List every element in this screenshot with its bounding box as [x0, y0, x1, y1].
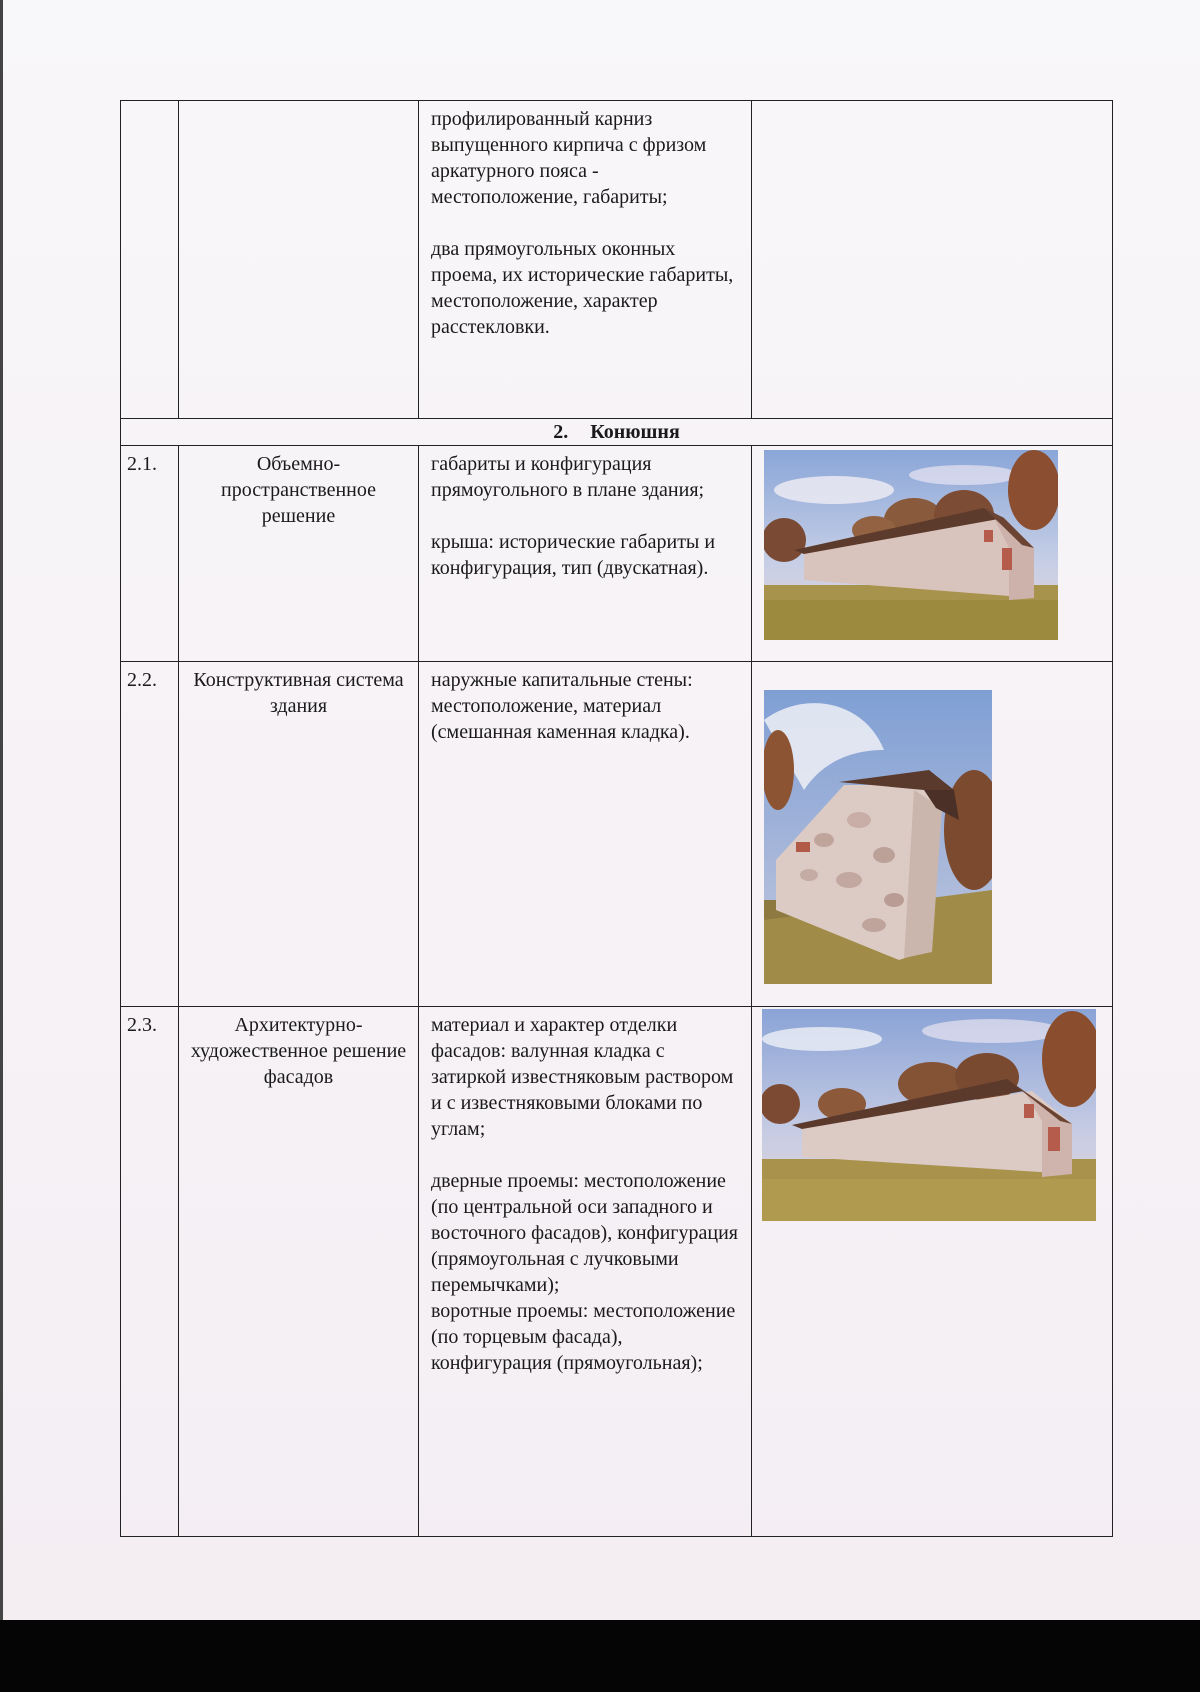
scan-bottom-band	[0, 1620, 1200, 1692]
row-number: 2.1.	[121, 446, 179, 662]
num-cell-empty	[121, 101, 179, 419]
row-name: Архитектурно-художественное решение фасадов	[179, 1007, 419, 1537]
table-row	[121, 1007, 1113, 1537]
desc-cell	[419, 101, 752, 419]
table-row	[121, 662, 1113, 1007]
photo-cell	[752, 1007, 1113, 1537]
desc-cell	[419, 1007, 752, 1537]
section-title: Конюшня	[590, 421, 680, 443]
desc-paragraph: материал и характер отделки фасадов: валунная кладка с затиркой известняковым раствором и с известняковыми блоками по углам;	[431, 1014, 734, 1140]
row-name: Конструктивная система здания	[179, 662, 419, 1007]
desc-paragraph: дверные проемы: местоположение (по центральной оси западного и восточного фасадов), конфигурация (прямоугольная с лучковыми перемычками);	[431, 1170, 738, 1296]
heritage-elements-table	[120, 100, 1113, 1537]
stable-photo-gable-wall	[764, 690, 992, 984]
desc-paragraph: два прямоугольных оконных проема, их исторические габариты, местоположение, характер расстекловки.	[431, 238, 734, 338]
section-header	[121, 419, 1113, 446]
desc-paragraph: крыша: исторические габариты и конфигурация, тип (двускатная).	[431, 531, 716, 579]
section-header-row	[121, 419, 1113, 446]
desc-cell	[419, 662, 752, 1007]
scan-edge	[0, 0, 3, 1620]
desc-paragraph: наружные капитальные стены: местоположение, материал (смешанная каменная кладка).	[431, 669, 693, 743]
desc-paragraph: воротные проемы: местоположение (по торцевым фасада), конфигурация (прямоугольная);	[431, 1300, 736, 1374]
desc-cell	[419, 446, 752, 662]
desc-paragraph: габариты и конфигурация прямоугольного в плане здания;	[431, 453, 705, 501]
table-row-continued	[121, 101, 1113, 419]
photo-cell-empty	[752, 101, 1113, 419]
row-number: 2.2.	[121, 662, 179, 1007]
stable-photo-side-view	[764, 450, 1058, 640]
stable-photo-long-facade	[762, 1009, 1096, 1221]
section-number: 2.	[553, 421, 569, 443]
row-name: Объемно-пространственное решение	[179, 446, 419, 662]
photo-cell	[752, 446, 1113, 662]
table-row	[121, 446, 1113, 662]
photo-cell	[752, 662, 1113, 1007]
name-cell-empty	[179, 101, 419, 419]
row-number: 2.3.	[121, 1007, 179, 1537]
desc-paragraph: профилированный карниз выпущенного кирпича с фризом аркатурного пояса - местоположение, габариты;	[431, 108, 707, 208]
